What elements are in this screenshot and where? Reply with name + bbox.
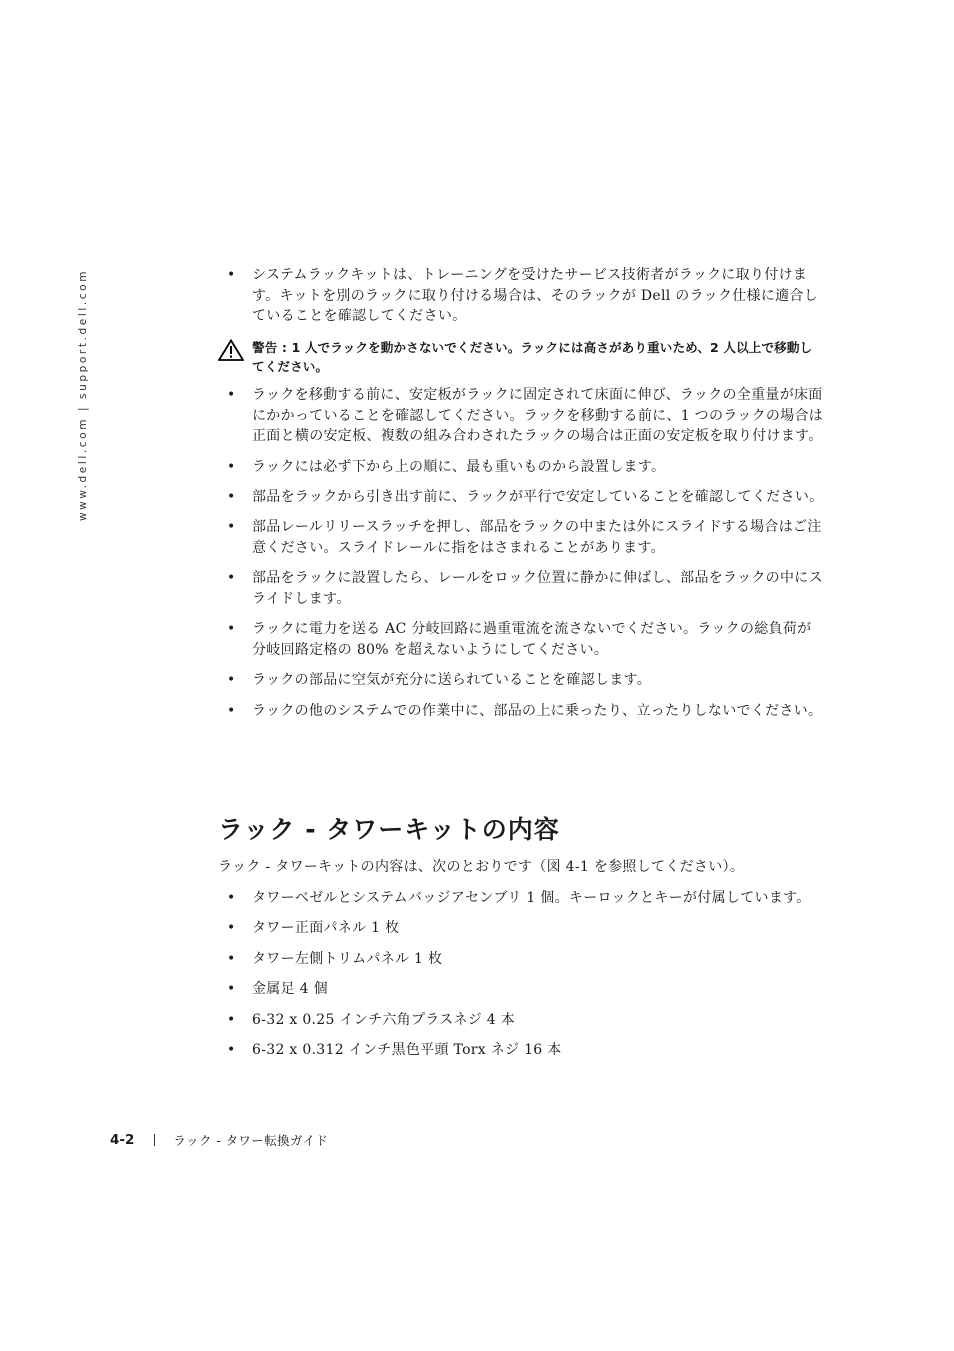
page-footer: [110, 1131, 328, 1149]
list-item: [218, 1010, 824, 1031]
list-item: [218, 619, 824, 660]
list-item-text: ラックには必ず下から上の順に、最も重いものから設置します。: [252, 458, 666, 475]
list-item-text: 部品をラックから引き出す前に、ラックが平行で安定していることを確認してください。: [252, 488, 824, 505]
list-item: [218, 888, 824, 909]
list-item-text: ラックを移動する前に、安定板がラックに固定されて床面に伸び、ラックの全重量が床面にかかっていることを確認してください。ラックを移動する前に、1 つのラックの場合は正面と横の安定板、複数の組み合わされたラックの場合は正面の安定板を取り付けます。: [252, 387, 824, 445]
warning-body: : 1 人でラックを動かさないでください。ラックには高さがあり重いため、2 人以上で移動してください。: [252, 340, 813, 374]
section-heading: ラック - タワーキットの内容: [218, 815, 560, 844]
page-number: 4-2: [110, 1132, 135, 1148]
bullet-list-main: [218, 385, 824, 731]
bullet-icon: •: [227, 981, 236, 998]
list-item-text: 部品をラックに設置したら、レールをロック位置に静かに伸ばし、部品をラックの中にスライドします。: [252, 570, 823, 607]
section-intro: ラック - タワーキットの内容は、次のとおりです（図 4-1 を参照してください）。: [218, 859, 745, 875]
list-item-text: システムラックキットは、トレーニングを受けたサービス技術者がラックに取り付けます。キットを別のラックに取り付ける場合は、そのラックが Dell のラック仕様に適合していることを確認してください。: [252, 267, 819, 325]
list-item-text: ラックの他のシステムでの作業中に、部品の上に乗ったり、立ったりしないでください。: [252, 702, 823, 719]
list-item-text: 部品レールリリースラッチを押し、部品をラックの中または外にスライドする場合はご注意ください。スライドレールに指をはさまれることがあります。: [252, 519, 822, 556]
list-item: [218, 1040, 824, 1061]
side-url: [73, 270, 93, 520]
list-item-text: タワーベゼルとシステムバッジアセンブリ 1 個。キーロックとキーが付属しています。: [252, 890, 811, 906]
list-item: [218, 979, 824, 1000]
list-item: [218, 701, 824, 722]
list-item: [218, 517, 824, 558]
bullet-icon: •: [227, 570, 236, 587]
bullet-icon: •: [227, 920, 236, 937]
bullet-icon: •: [227, 890, 236, 906]
list-item: [218, 457, 824, 478]
bullet-icon: •: [227, 1041, 236, 1058]
list-item: [218, 385, 824, 447]
list-item: [218, 487, 824, 508]
kit-contents-list: [218, 888, 824, 1070]
footer-title: ラック - タワー転換ガイド: [173, 1133, 329, 1148]
bullet-icon: •: [227, 950, 236, 967]
bullet-icon: •: [227, 387, 236, 403]
list-item-text: 6-32 x 0.312 インチ黒色平頭 Torx ネジ 16 本: [252, 1041, 562, 1058]
list-item: [218, 568, 824, 609]
list-item-text: 金属足 4 個: [252, 981, 328, 998]
footer-divider: [154, 1134, 155, 1146]
list-item: [218, 670, 824, 691]
bullet-icon: •: [227, 267, 236, 283]
list-item-text: ラックに電力を送る AC 分岐回路に過重電流を流さないでください。ラックの総負荷が分岐回路定格の 80% を超えないようにしてください。: [252, 621, 812, 658]
bullet-icon: •: [227, 621, 236, 638]
list-item-text: タワー正面パネル 1 枚: [252, 920, 400, 937]
bullet-icon: •: [227, 488, 236, 505]
bullet-icon: •: [227, 702, 236, 719]
warning-label: 警告: [252, 340, 278, 355]
list-item: [218, 265, 824, 327]
list-item-text: 6-32 x 0.25 インチ六角プラスネジ 4 本: [252, 1011, 516, 1028]
list-item: [218, 918, 824, 939]
warning-notice: [218, 338, 824, 376]
list-item-text: タワー左側トリムパネル 1 枚: [252, 950, 443, 967]
bullet-icon: •: [227, 1011, 236, 1028]
warning-text: [248, 338, 824, 376]
bullet-icon: •: [227, 458, 236, 475]
side-url-text: www.dell.com | support.dell.com: [77, 268, 90, 522]
list-item-text: ラックの部品に空気が充分に送られていることを確認します。: [252, 672, 651, 689]
bullet-icon: •: [227, 672, 236, 689]
warning-triangle-icon: [218, 338, 248, 376]
bullet-icon: •: [227, 519, 236, 536]
bullet-list-top: [218, 265, 824, 337]
list-item: [218, 949, 824, 970]
